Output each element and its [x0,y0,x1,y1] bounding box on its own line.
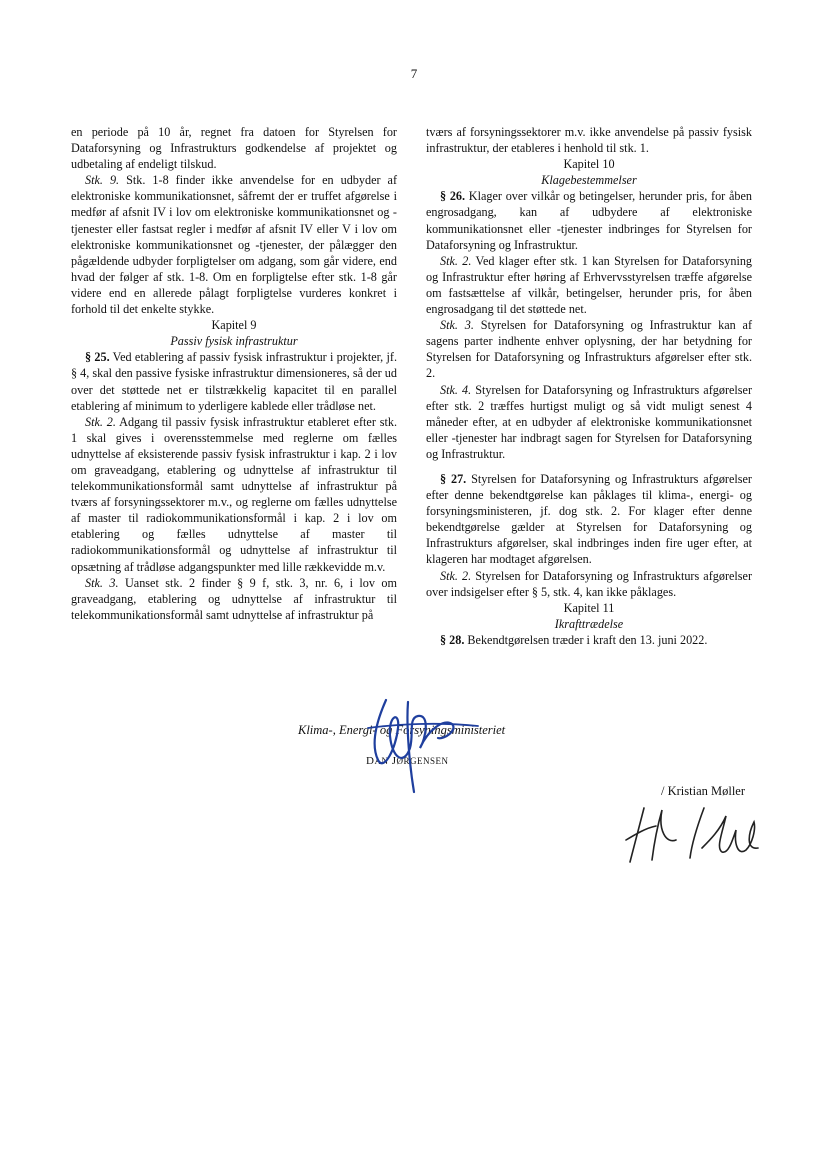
section-text: Styrelsen for Dataforsyning og Infrastrukturs afgørelser efter denne bekendtgørelse kan påklages til klima-, energi- og forsyningsministeren, jf. dog stk. 2. For klager efter denne bekendtgørelse gælder at Styrelsen for Dataforsyning og Infrastrukturs afgørelser, skal indbringes inden fire uger efter, at klageren har modtaget afgørelsen. [426,471,752,567]
ministry-line: Klima-, Energi- og Forsyningsministeriet [298,723,506,737]
paragraph-stk9 [71,172,397,317]
stk-text: Stk. 1-8 finder ikke anvendelse for en udbyder af elektroniske kommunikationsnet, såfremt der er truffet afgørelse i medfør af afsnit IV i lov om elektroniske kommunikationsnet og -tjenester eller fastsat regler i medfør af afsnit IV eller V i lov om elektroniske kommunikationsnet og -tjenester, der pålægger den pågældende udbyder forpligtelser om adgang, som går videre, end hvad der følger af stk. 1-8. Om en forpligtelse efter stk. 1-8 går videre end en allerede pålagt forpligtelse vurderes konkret i forhold til det enkelte stykke. [71,173,398,317]
section-text: Bekendtgørelsen træder i kraft den 13. juni 2022. [467,632,708,647]
section-26-stk-4 [426,382,752,462]
signer-name-rest-first: AN [374,756,389,766]
stk-text: Styrelsen for Dataforsyning og Infrastrukturs afgørelser over indsigelser efter § 5, stk. 4, kan ikke påklages. [426,568,753,599]
minister-signature-icon [348,688,488,798]
stk-text: Uanset stk. 2 finder § 9 f, stk. 3, nr. 6, i lov om graveadgang, etablering og udnyttelse af infrastruktur til telekommunikationsformål samt udnyttelse af infrastruktur på [71,575,398,622]
section-text: Klager over vilkår og betingelser, herunder pris, for åben engrosadgang, kan af udbydere af elektroniske kommunikationsnet eller -tjenester indbringes for Styrelsen for Dataforsyning og Infrastruktur. [426,189,752,252]
section-26-stk-3 [426,317,752,381]
stk-text: Ved klager efter stk. 1 kan Styrelsen for Dataforsyning og Infrastruktur efter høring af Erhvervsstyrelsen træffe afgørelse om fastsættelse af vilkår, betingelser, herunder pris, for åben engrosadgang til det støttede net. [426,253,753,317]
stk-label: Stk. 4. [440,382,472,397]
stk-label: Stk. 2. [440,568,472,583]
paragraph: tværs af forsyningssektorer m.v. ikke anvendelse på passiv fysisk infrastruktur, der etableres i henhold til stk. 1. [426,125,752,156]
stk-label: Stk. 9. [85,173,120,188]
chapter-9-title: Kapitel 9 [211,318,257,333]
chapter-11-title: Kapitel 11 [563,600,615,615]
paragraph: en periode på 10 år, regnet fra datoen for Styrelsen for Dataforsyning og Infrastrukturs godkendelse af projektet og udbetaling af endeligt tilskud. [71,125,397,172]
right-column [426,124,752,648]
section-text: Ved etablering af passiv fysisk infrastruktur i projekter, jf. § 4, skal den passive fysiske infrastruktur dimensioneres, så der ud over det støttede net er tilstrækkelig kapacitet til en parallel etablering af minimum to yderligere kablede eller trådløse net. [71,350,397,413]
stk-text: Styrelsen for Dataforsyning og Infrastruktur kan af sagens parter indhente enhver oplysning, der har betydning for Styrelsen for Dataforsyning og Infrastrukturs afgørelser efter stk. 2. [426,318,753,381]
stk-label: Stk. 3. [85,575,119,590]
signer-name-rest-last: ØRGENSEN [396,756,449,766]
chapter-9-subtitle: Passiv fysisk infrastruktur [170,334,298,349]
second-signer: / Kristian Møller [661,784,746,798]
stk-label: Stk. 3. [440,318,474,333]
chapter-10-subtitle: Klagebestemmelser [541,173,637,188]
second-signature-icon [618,800,778,870]
stk-label: Stk. 2. [85,414,116,429]
section-28 [426,632,752,648]
stk-label: Stk. 2. [440,253,472,268]
stk-text: Adgang til passiv fysisk infrastruktur etableret efter stk. 1 skal gives i overensstemmelse med reglerne om fælles udnyttelse af eksisterende passiv fysisk infrastruktur i kap. 2 i lov om graveadgang, etablering og udnyttelse af infrastruktur til telekommunikationsformål samt udnyttelse af infrastruktur på tværs af forsyningssektorer m.v., og reglerne om fælles udnyttelse af master til radiokommunikationsformål i kap. 2 i lov om etablering og fælles udnyttelse af master til radiokommunikationsformål og udnyttelse af infrastruktur til opsætning af trådløse adgangspunkter med lille rækkevidde m.v. [71,414,398,574]
section-26-stk-2 [426,253,752,317]
left-column [71,124,397,623]
section-27 [426,471,752,568]
section-label: § 25. [85,350,110,365]
page-number: 7 [410,66,418,81]
signer-name-initial-last: J [391,755,397,767]
chapter-10-title: Kapitel 10 [563,157,615,172]
section-label: § 28. [440,632,465,647]
section-25 [71,349,397,413]
signature-stroke [368,724,478,728]
section-26 [426,188,752,252]
section-label: § 26. [440,189,466,204]
section-label: § 27. [440,471,467,486]
stk-text: Styrelsen for Dataforsyning og Infrastrukturs afgørelser efter stk. 2 træffes hurtigst muligt og så vidt muligt senest 4 måneder efter, at en udbyder af elektroniske kommunikationsnet eller -tjenester har indbragt sagen for Styrelsen for Dataforsyning og Infrastruktur. [426,382,753,461]
signature-stroke [626,808,758,862]
section-27-stk-2 [426,568,752,600]
section-25-stk-3 [71,575,397,623]
signature-stroke [375,700,454,792]
chapter-11-subtitle: Ikrafttrædelse [554,616,624,631]
signer-name-initial-first: D [366,755,375,767]
section-25-stk-2 [71,414,397,575]
